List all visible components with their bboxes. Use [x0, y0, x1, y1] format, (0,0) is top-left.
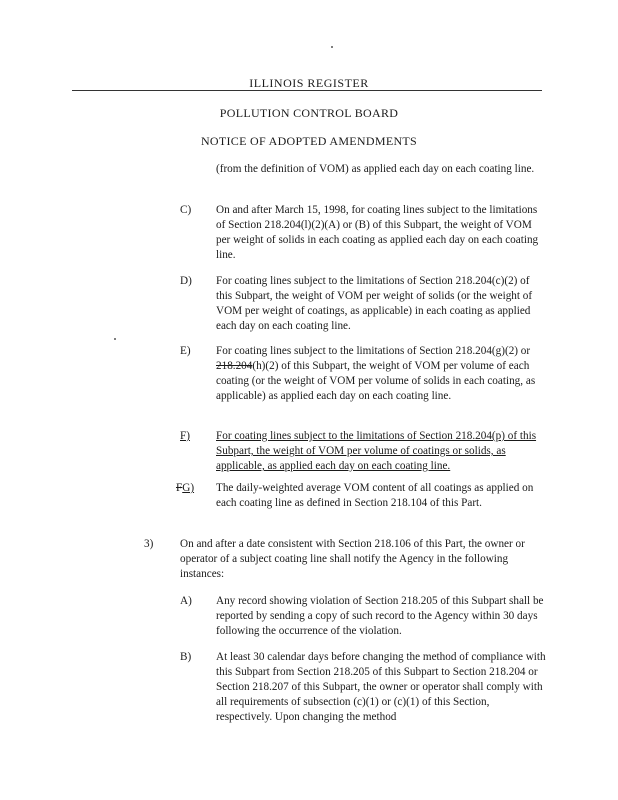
item-e-label: E) [180, 345, 191, 357]
para-3-label: 3) [144, 538, 154, 550]
continuation-text: (from the definition of VOM) as applied each day on each coating line. [216, 163, 535, 175]
notice-title: NOTICE OF ADOPTED AMENDMENTS [200, 134, 418, 148]
struck-text: 218.204 [216, 360, 253, 372]
item-b-text: At least 30 calendar days before changing the method of compliance with this Subpart from Section 218.205 of this Subpart to Section 218.204 or Section 218.207 of this Subpart, the owner or operator shall comply with all requirements of subsection (c)(1) or (c)(1) of this Section, respectively. Upon changing the method [216, 651, 546, 723]
item-d-label: D) [180, 275, 192, 287]
item-f-label: F) [180, 430, 190, 442]
item-e-text-part: (h)(2) of this Subpart, the weight of VOM per volume of each coating (or the weight of VOM per volume of solids in each coating, as applicable) as applied each day on each coating line. [216, 360, 536, 402]
scan-speck [331, 46, 333, 48]
item-g-label [176, 481, 194, 496]
item-e-text-part: For coating lines subject to the limitations of Section 218.204(g)(2) or [216, 345, 531, 357]
item-a-label: A) [180, 595, 192, 607]
item-f-text: For coating lines subject to the limitations of Section 218.204(p) of this Subpart, the weight of VOM per volume of coatings or solids, as applicable, as applied each day on each coating line. [216, 430, 537, 472]
scan-speck [114, 338, 116, 340]
item-e-text [216, 344, 546, 404]
item-a-text: Any record showing violation of Section 218.205 of this Subpart shall be reported by sending a copy of such record to the Agency within 30 days following the occurrence of the violation. [216, 595, 544, 637]
item-c-text: On and after March 15, 1998, for coating lines subject to the limitations of Section 218.204(l)(2)(A) or (B) of this Subpart, the weight of VOM per weight of solids in each coating as applied each day on each coating line. [216, 204, 539, 261]
item-b-label: B) [180, 651, 192, 663]
para-3-text: On and after a date consistent with Section 218.106 of this Part, the owner or operator of a subject coating line shall notify the Agency in the following instances: [180, 538, 525, 580]
new-label: G) [182, 482, 195, 494]
item-c-label: C) [180, 204, 192, 216]
register-title: ILLINOIS REGISTER [0, 76, 618, 91]
board-name: POLLUTION CONTROL BOARD [219, 106, 399, 120]
struck-label: F [176, 482, 183, 494]
item-g-text: The daily-weighted average VOM content of all coatings as applied on each coating line as defined in Section 218.104 of this Part. [216, 482, 534, 509]
item-d-text: For coating lines subject to the limitations of Section 218.204(c)(2) of this Subpart, the weight of VOM per weight of solids (or the weight of VOM per weight of coatings, as applicable) in each coating as applied each day on each coating line. [216, 275, 533, 332]
